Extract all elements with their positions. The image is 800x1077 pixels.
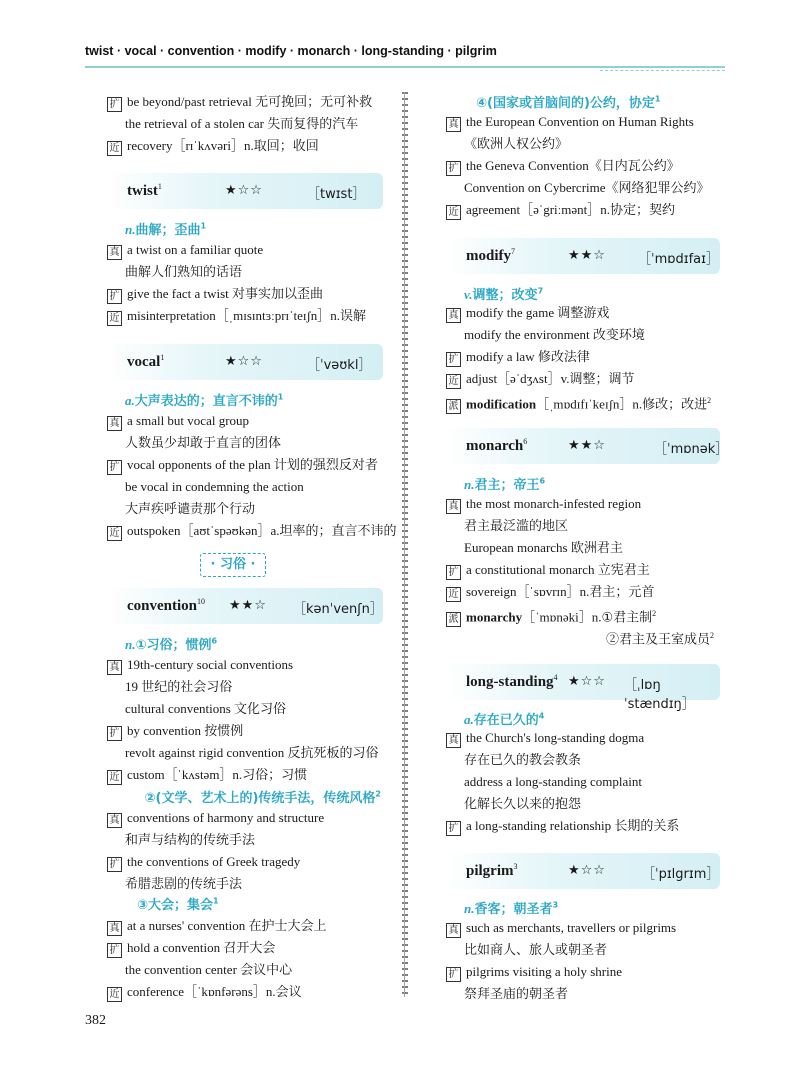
kuo-continuation: the retrieval of a stolen car 失而复得的汽车 bbox=[125, 116, 359, 131]
jin-tag: 近 bbox=[107, 311, 122, 326]
zhen-line: 真 a small but vocal group bbox=[107, 413, 249, 431]
zhen-line: 真 19th-century social conventions bbox=[107, 657, 293, 675]
kuo-line: 扩 the conventions of Greek tragedy bbox=[107, 854, 300, 872]
pai-line: 派 monarchy［ˈmɒnəki］n.①君主制$^2$ bbox=[446, 606, 656, 627]
zhen-tag: 真 bbox=[107, 416, 122, 431]
zhen-line: 真 such as merchants, travellers or pilgrims bbox=[446, 920, 676, 938]
zhen-line: 真 a twist on a familiar quote bbox=[107, 242, 263, 260]
jin-line: 近 conference［ˈkɒnfərəns］n.会议 bbox=[107, 984, 302, 1002]
header-rule-dashed bbox=[600, 70, 725, 71]
jin-line: 近 recovery［rɪˈkʌvəri］n.取回；收回 bbox=[107, 138, 319, 156]
phonetic: ［ˌlɒŋ ˈstændɪŋ］ bbox=[624, 678, 695, 712]
kuo-tag: 扩 bbox=[107, 943, 122, 958]
jin-tag: 近 bbox=[446, 587, 461, 602]
entry-twist-header bbox=[107, 173, 383, 209]
zhen-tag: 真 bbox=[446, 308, 461, 323]
phonetic: ［kənˈvenʃn］ bbox=[293, 602, 383, 617]
phonetic: ［twɪst］ bbox=[307, 187, 366, 202]
kuo-tag: 扩 bbox=[446, 565, 461, 580]
zhen-tag: 真 bbox=[446, 923, 461, 938]
kuo-tag: 扩 bbox=[446, 352, 461, 367]
kuo-tag: 扩 bbox=[107, 460, 122, 475]
pai-tag: 派 bbox=[446, 399, 461, 414]
jin-tag: 近 bbox=[107, 770, 122, 785]
zhen-continuation: modify the environment 改变环境 bbox=[464, 327, 645, 342]
page-number: 382 bbox=[85, 1013, 106, 1028]
kuo-tag: 扩 bbox=[107, 857, 122, 872]
kuo-continuation: Convention on Cybercrime《网络犯罪公约》 bbox=[464, 180, 710, 195]
sub-definition: ③大会；集会$^1$ bbox=[137, 896, 219, 913]
pai-continuation: ②君主及王室成员$^2$ bbox=[606, 631, 715, 647]
jin-tag: 近 bbox=[446, 374, 461, 389]
headword: vocal$^1$ bbox=[127, 353, 165, 370]
jin-line: 近 outspoken［aʊtˈspəʊkən］a.坦率的；直言不讳的 bbox=[107, 523, 397, 541]
kuo-line: 扩 pilgrims visiting a holy shrine bbox=[446, 964, 622, 982]
headword: twist$^1$ bbox=[127, 182, 162, 199]
zhen-tag: 真 bbox=[446, 733, 461, 748]
frequency-stars: ★☆☆ bbox=[225, 354, 263, 369]
zhen-continuation: European monarchs 欧洲君主 bbox=[464, 540, 623, 555]
jin-tag: 近 bbox=[107, 987, 122, 1002]
kuo-continuation: 祭拜圣庙的朝圣者 bbox=[464, 986, 569, 1001]
zhen-line: 真 conventions of harmony and structure bbox=[107, 810, 324, 828]
definition: a.大声表达的；直言不讳的$^1$ bbox=[125, 392, 284, 409]
sub-definition: ④(国家或首脑间的)公约，协定$^1$ bbox=[476, 94, 661, 111]
kuo-continuation: 希腊悲剧的传统手法 bbox=[125, 876, 243, 891]
jin-line: 近 agreement［əˈgriːmənt］n.协定；契约 bbox=[446, 202, 675, 220]
zhen-continuation: 比如商人、旅人或朝圣者 bbox=[464, 942, 608, 957]
phonetic: ［ˈmɒnək］ bbox=[654, 442, 729, 457]
headword: pilgrim$^3$ bbox=[466, 862, 518, 879]
jin-tag: 近 bbox=[446, 205, 461, 220]
frequency-stars: ★☆☆ bbox=[225, 183, 263, 198]
definition: n.君主；帝王$^6$ bbox=[464, 476, 546, 493]
kuo-line: 扩 vocal opponents of the plan 计划的强烈反对者 bbox=[107, 457, 378, 475]
kuo-tag: 扩 bbox=[446, 821, 461, 836]
headword: convention$^{10}$ bbox=[127, 597, 206, 614]
zhen-continuation: 化解长久以来的抱怨 bbox=[464, 796, 582, 811]
sub-definition: ②(文学、艺术上的)传统手法，传统风格$^2$ bbox=[144, 789, 381, 806]
phonetic: ［ˈpɪlgrɪm］ bbox=[642, 867, 720, 882]
jin-tag: 近 bbox=[107, 141, 122, 156]
definition: n.香客；朝圣者$^3$ bbox=[464, 900, 559, 917]
frequency-stars: ★☆☆ bbox=[568, 674, 606, 689]
kuo-line: 扩 be beyond/past retrieval 无可挽回；无可补救 bbox=[107, 94, 372, 112]
zhen-tag: 真 bbox=[446, 499, 461, 514]
zhen-line: 真 the most monarch-infested region bbox=[446, 496, 641, 514]
frequency-stars: ★★☆ bbox=[568, 438, 606, 453]
entry-monarch-header bbox=[446, 428, 729, 464]
zhen-tag: 真 bbox=[446, 117, 461, 132]
kuo-line: 扩 modify a law 修改法律 bbox=[446, 349, 590, 367]
zhen-tag: 真 bbox=[107, 921, 122, 936]
entry-modify-header bbox=[446, 238, 720, 274]
headword: modify$^7$ bbox=[466, 247, 515, 264]
kuo-line: 扩 give the fact a twist 对事实加以歪曲 bbox=[107, 286, 323, 304]
column-divider bbox=[402, 92, 408, 997]
zhen-continuation: 曲解人们熟知的话语 bbox=[125, 264, 243, 279]
kuo-continuation: the convention center 会议中心 bbox=[125, 962, 293, 977]
jin-tag: 近 bbox=[107, 526, 122, 541]
zhen-continuation: 存在已久的教会教条 bbox=[464, 752, 582, 767]
kuo-continuation: 大声疾呼谴责那个行动 bbox=[125, 501, 256, 516]
kuo-line: 扩 a long-standing relationship 长期的关系 bbox=[446, 818, 679, 836]
header-rule bbox=[85, 66, 725, 68]
kuo-continuation: be vocal in condemning the action bbox=[125, 479, 304, 494]
jin-line: 近 misinterpretation［ˌmɪsɪntɜːprɪˈteɪʃn］n.误解 bbox=[107, 308, 366, 326]
frequency-stars: ★☆☆ bbox=[568, 863, 606, 878]
headword: long-standing$^4$ bbox=[466, 673, 558, 690]
zhen-line: 真 modify the game 调整游戏 bbox=[446, 305, 609, 323]
jin-line: 近 custom［ˈkʌstəm］n.习俗；习惯 bbox=[107, 767, 307, 785]
definition: a.存在已久的$^4$ bbox=[464, 711, 545, 728]
zhen-tag: 真 bbox=[107, 813, 122, 828]
phonetic: ［ˈvəʊkl］ bbox=[307, 358, 372, 373]
kuo-tag: 扩 bbox=[446, 967, 461, 982]
kuo-line: 扩 a constitutional monarch 立宪君主 bbox=[446, 562, 650, 580]
zhen-continuation: address a long-standing complaint bbox=[464, 774, 642, 789]
entry-vocal-header bbox=[107, 344, 383, 380]
zhen-continuation: 和声与结构的传统手法 bbox=[125, 832, 256, 847]
section-label: · 习俗 · bbox=[200, 553, 266, 577]
zhen-line: 真 the European Convention on Human Rights bbox=[446, 114, 694, 132]
definition: n.①习俗；惯例$^6$ bbox=[125, 636, 218, 653]
kuo-line: 扩 hold a convention 召开大会 bbox=[107, 940, 275, 958]
zhen-tag: 真 bbox=[107, 245, 122, 260]
definition: v.调整；改变$^7$ bbox=[464, 286, 544, 303]
kuo-line: 扩 the Geneva Convention《日内瓦公约》 bbox=[446, 158, 680, 176]
pai-tag: 派 bbox=[446, 612, 461, 627]
kuo-continuation: revolt against rigid convention 反抗死板的习俗 bbox=[125, 745, 379, 760]
definition: n.曲解；歪曲$^1$ bbox=[125, 221, 207, 238]
kuo-tag: 扩 bbox=[107, 726, 122, 741]
frequency-stars: ★★☆ bbox=[229, 598, 267, 613]
kuo-tag: 扩 bbox=[446, 161, 461, 176]
zhen-tag: 真 bbox=[107, 660, 122, 675]
zhen-continuation: cultural conventions 文化习俗 bbox=[125, 701, 287, 716]
phonetic: ［ˈmɒdɪfaɪ］ bbox=[638, 252, 719, 267]
jin-line: 近 sovereign［ˈsɒvrɪn］n.君主；元首 bbox=[446, 584, 654, 602]
pai-line: 派 modification［ˌmɒdɪfɪˈkeɪʃn］n.修改；改进$^2$ bbox=[446, 393, 711, 414]
entry-convention-header bbox=[107, 588, 383, 624]
headword: monarch$^6$ bbox=[466, 437, 528, 454]
zhen-line: 真 at a nurses' convention 在护士大会上 bbox=[107, 918, 326, 936]
kuo-line: 扩 by convention 按惯例 bbox=[107, 723, 243, 741]
jin-line: 近 adjust［əˈdʒʌst］v.调整；调节 bbox=[446, 371, 635, 389]
zhen-continuation: 君主最泛滥的地区 bbox=[464, 518, 569, 533]
entry-long-standing-header bbox=[446, 664, 720, 712]
entry-pilgrim-header bbox=[446, 853, 720, 889]
zhen-line: 真 the Church's long-standing dogma bbox=[446, 730, 644, 748]
running-header: twist · vocal · convention · modify · monarch · long-standing · pilgrim bbox=[85, 44, 497, 58]
kuo-tag: 扩 bbox=[107, 289, 122, 304]
zhen-continuation: 《欧洲人权公约》 bbox=[464, 136, 569, 151]
zhen-continuation: 19 世纪的社会习俗 bbox=[125, 679, 233, 694]
zhen-continuation: 人数虽少却敢于直言的团体 bbox=[125, 435, 282, 450]
kuo-tag: 扩 bbox=[107, 97, 122, 112]
frequency-stars: ★★☆ bbox=[568, 248, 606, 263]
